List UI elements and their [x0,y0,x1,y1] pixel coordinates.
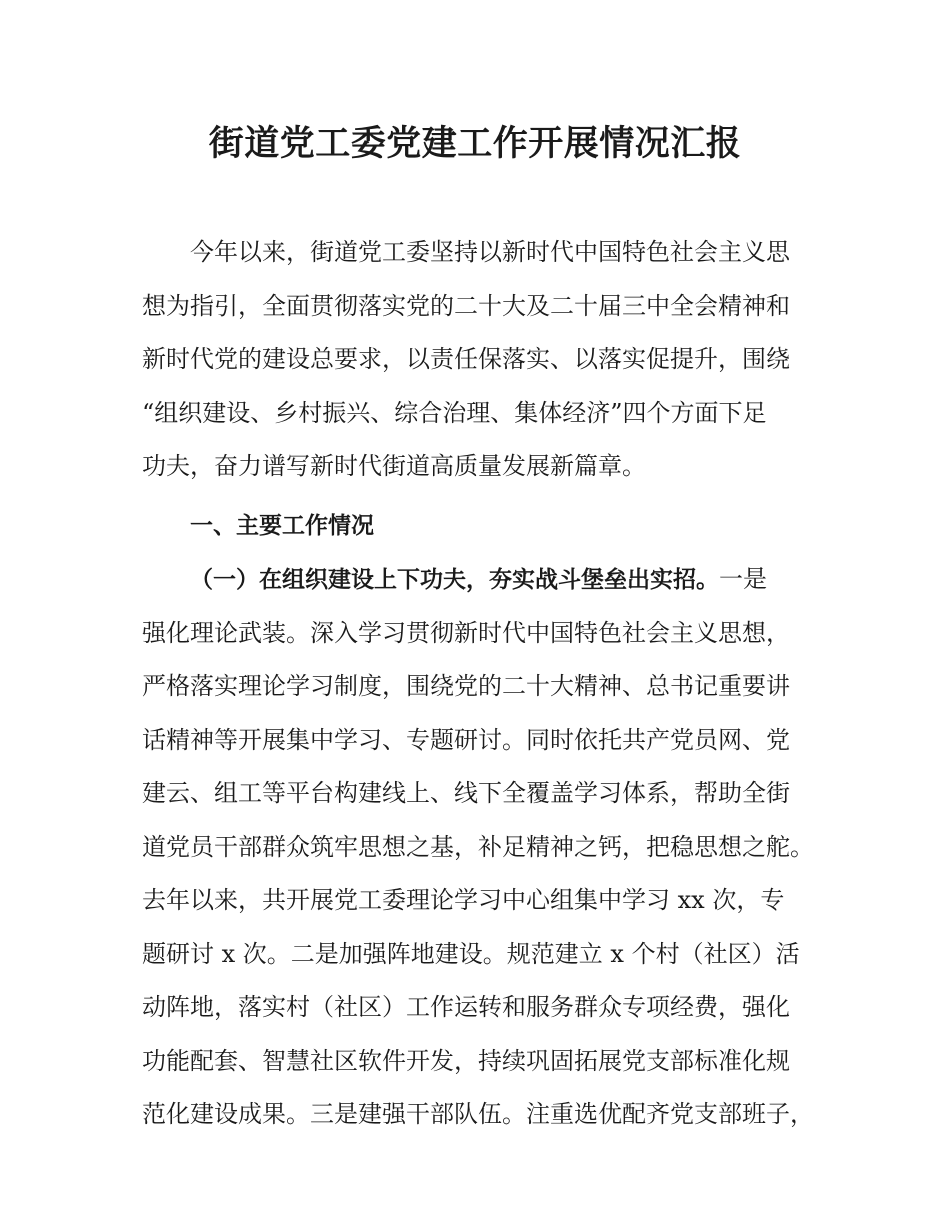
paragraph-line: 新时代党的建设总要求，以责任保落实、以落实促提升，围绕 [142,345,790,373]
document-body [142,226,814,1142]
paragraph-line: 道党员干部群众筑牢思想之基，补足精神之钙，把稳思想之舵。 [142,832,814,861]
paragraph-line: 功夫，奋力谱写新时代街道高质量发展新篇章。 [142,452,646,480]
section-heading: 一、主要工作情况 [190,512,374,539]
subsection-paragraph [142,553,814,1142]
paragraph-line: 严格落实理论学习制度，围绕党的二十大精神、总书记重要讲 [142,672,790,700]
paragraph-line: 话精神等开展集中学习、专题研讨。同时依托共产党员网、党 [142,725,790,754]
intro-paragraph [142,226,814,494]
paragraph-line [142,553,814,607]
paragraph-line: 去年以来，共开展党工委理论学习中心组集中学习 xx 次，专 [142,886,785,914]
paragraph-line: “组织建设、乡村振兴、综合治理、集体经济”四个方面下足 [142,398,767,427]
paragraph-text: 一是 [719,565,767,593]
paragraph-line: 想为指引，全面贯彻落实党的二十大及二十届三中全会精神和 [142,291,790,320]
paragraph-line: 建云、组工等平台构建线上、线下全覆盖学习体系，帮助全街 [142,779,790,807]
paragraph-line: 今年以来，街道党工委坚持以新时代中国特色社会主义思 [190,238,790,266]
paragraph-line: 功能配套、智慧社区软件开发，持续巩固拓展党支部标准化规 [142,1046,790,1075]
paragraph-line: 范化建设成果。三是建强干部队伍。注重选优配齐党支部班子， [142,1100,814,1128]
subsection-heading: （一）在组织建设上下功夫，夯实战斗堡垒出实招。 [190,567,719,593]
paragraph-line: 动阵地，落实村（社区）工作运转和服务群众专项经费，强化 [142,993,790,1021]
document-title: 街道党工委党建工作开展情况汇报 [208,124,742,164]
paragraph-line: 题研讨 x 次。二是加强阵地建设。规范建立 x 个村（社区）活 [142,939,800,968]
paragraph-line: 强化理论武装。深入学习贯彻新时代中国特色社会主义思想， [142,618,790,647]
